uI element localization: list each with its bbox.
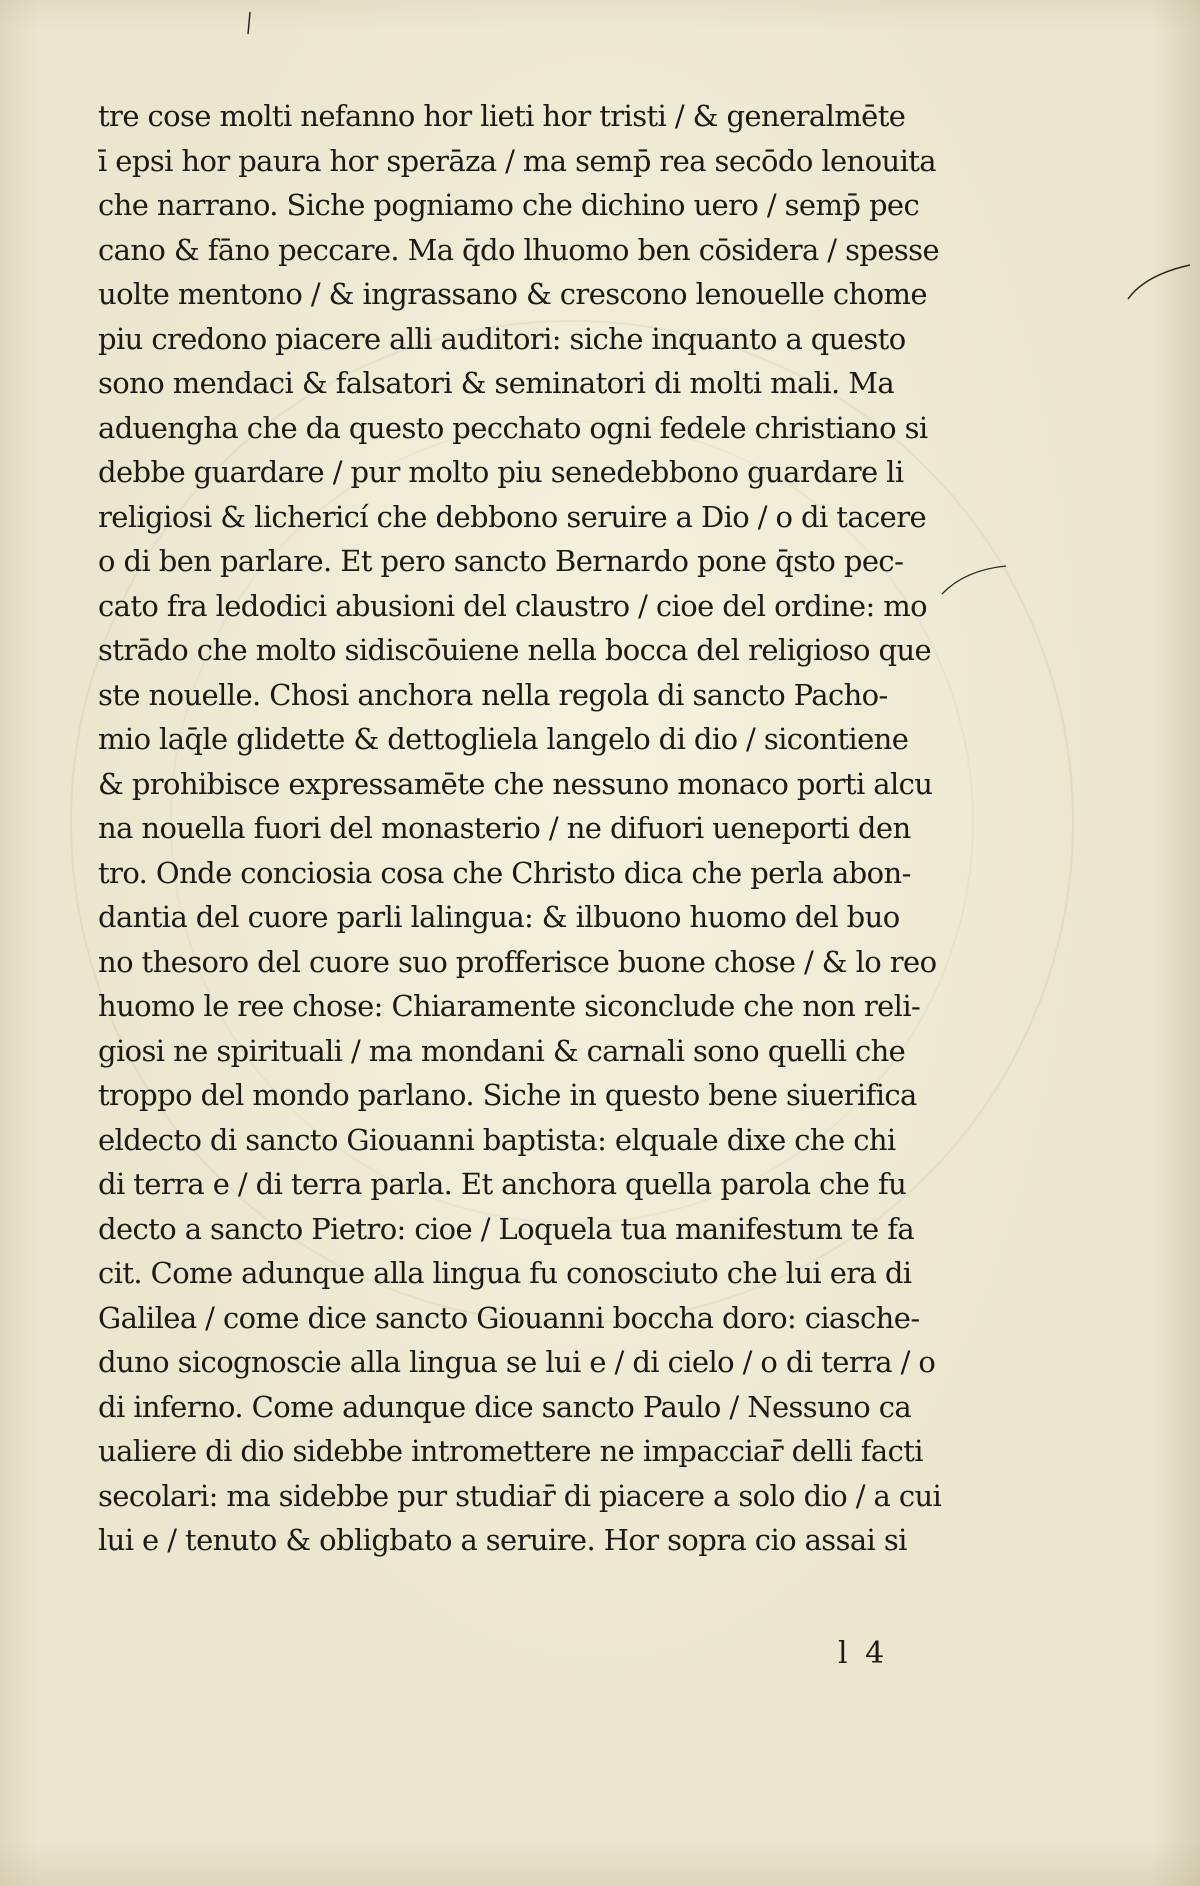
text-line: ste nouelle. Chosi anchora nella regola di sancto Pacho-: [98, 677, 888, 712]
text-line: secolari: ma sidebbe pur studiar̄ di piacere a solo dio / a cui: [98, 1478, 942, 1513]
text-line: ualiere di dio sidebbe intromettere ne impacciar̄ delli facti: [98, 1434, 923, 1468]
text-line: lui e / tenuto & obligbato a seruire. Hor sopra cio assai si: [98, 1523, 907, 1557]
stray-pen-mark-top: [240, 10, 260, 40]
text-line: decto a sancto Pietro: cioe / Loquela tua manifestum te fa: [98, 1211, 915, 1246]
folio-number: l 4: [838, 1636, 889, 1671]
text-line: debbe guardare / pur molto piu senedebbono guardare li: [98, 455, 904, 489]
text-line: dantia del cuore parli lalingua: & ilbuono huomo del buo: [98, 900, 900, 934]
text-line: troppo del mondo parlano. Siche in questo bene siuerifica: [98, 1078, 917, 1112]
text-line: uolte mentono / & ingrassano & crescono lenouelle chome: [98, 277, 927, 311]
stray-pen-mark-right: [1125, 255, 1195, 305]
text-line: cato fra ledodici abusioni del claustro / cioe del ordine: mo: [98, 588, 928, 623]
text-line: & prohibisce expressamēte che nessuno monaco porti alcu: [98, 766, 933, 801]
text-line: di inferno. Come adunque dice sancto Paulo / Nessuno ca: [98, 1389, 912, 1424]
text-line: duno sicognoscie alla lingua se lui e / di cielo / o di terra / o: [98, 1345, 936, 1379]
text-line: di terra e / di terra parla. Et anchora quella parola che fu: [98, 1167, 907, 1201]
text-line: strādo che molto sidiscōuiene nella bocca del religioso que: [98, 633, 932, 667]
text-line: aduengha che da questo pecchato ogni fedele christiano si: [98, 410, 928, 445]
text-line: ī epsi hor paura hor sperāza / ma semp̄ rea secōdo lenouita: [98, 143, 936, 178]
text-line: che narrano. Siche pogniamo che dichino uero / semp̄ pec: [98, 188, 920, 222]
text-line: cit. Come adunque alla lingua fu conosciuto che lui era di: [98, 1256, 912, 1290]
text-line: sono mendaci & falsatori & seminatori di molti mali. Ma: [98, 366, 895, 400]
text-line: tro. Onde conciosia cosa che Christo dica che perla abon-: [98, 855, 911, 890]
text-line: huomo le ree chose: Chiaramente siconclude che non reli-: [98, 989, 921, 1023]
text-line: cano & fāno peccare. Ma q̄do lhuomo ben cōsidera / spesse: [98, 232, 940, 267]
text-line: religiosi & lichericí che debbono seruire a Dio / o di tacere: [98, 499, 927, 534]
text-line: piu credono piacere alli auditori: siche inquanto a questo: [98, 321, 906, 356]
text-line: Galilea / come dice sancto Giouanni boccha doro: ciasche-: [98, 1300, 920, 1335]
text-line: tre cose molti nefanno hor lieti hor tristi / & generalmēte: [98, 99, 906, 133]
text-line: mio laq̄le glidette & dettogliela langelo di dio / sicontiene: [98, 722, 909, 756]
text-line: giosi ne spirituali / ma mondani & carnali sono quelli che: [98, 1033, 906, 1068]
text-line: no thesoro del cuore suo profferisce buone chose / & lo reo: [98, 944, 937, 979]
body-text: [98, 94, 978, 1563]
text-line: na nouella fuori del monasterio / ne difuori ueneporti den: [98, 811, 911, 845]
text-line: eldecto di sancto Giouanni baptista: elquale dixe che chi: [98, 1122, 896, 1157]
text-line: o di ben parlare. Et pero sancto Bernardo pone q̄sto pec-: [98, 544, 904, 578]
